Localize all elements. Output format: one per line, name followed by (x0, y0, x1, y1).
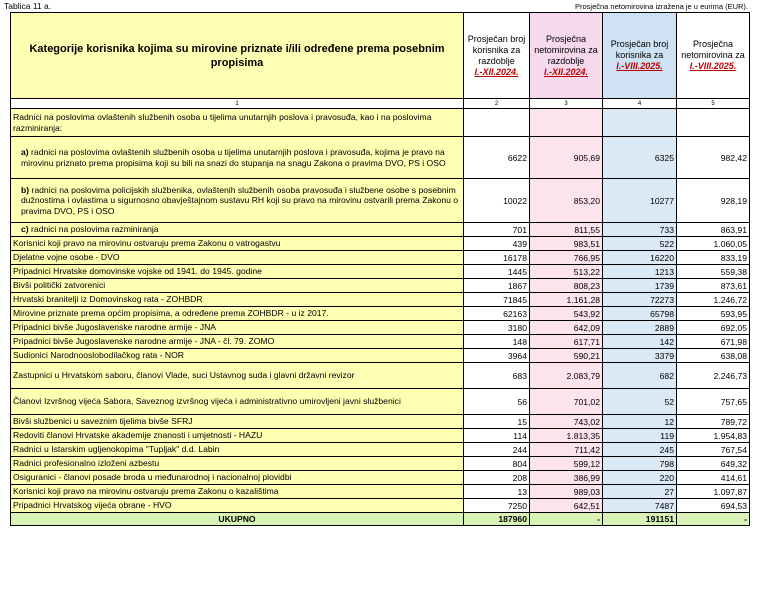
row-value-col3: 853,20 (530, 179, 603, 223)
row-value-col5: 789,72 (677, 415, 750, 429)
row-value-col2: 7250 (464, 499, 530, 513)
row-label: Pripadnici Hrvatske domovinske vojske od 1941. do 1945. godine (13, 266, 262, 277)
row-label-cell (11, 179, 464, 223)
col3-period: I.-XII.2024. (543, 66, 589, 77)
row-value-col4: 52 (603, 389, 677, 415)
row-value-col2: 3180 (464, 321, 530, 335)
row-value-col5: 559,38 (677, 265, 750, 279)
row-label-cell (11, 485, 464, 499)
header-col5 (677, 13, 750, 99)
row-value-col3: 617,71 (530, 335, 603, 349)
row-value-col2: 1445 (464, 265, 530, 279)
row-value-col5: 1.954,83 (677, 429, 750, 443)
row-label: Sudionici Narodnooslobodilačkog rata - NOR (13, 350, 185, 361)
total-value-col3: - (530, 513, 603, 526)
intro-label: Radnici na poslovima ovlaštenih službenih osoba u tijelima unutarnjih poslova i pravosuđa, kao i na poslovima razminiranja: (11, 109, 464, 137)
row-value-col5: 873,61 (677, 279, 750, 293)
row-value-col5: 767,54 (677, 443, 750, 457)
table-row (11, 429, 750, 443)
row-value-col3: 766,95 (530, 251, 603, 265)
row-value-col3: 989,03 (530, 485, 603, 499)
total-value-col4: 191151 (603, 513, 677, 526)
table-row (11, 389, 750, 415)
row-value-col3: 599,12 (530, 457, 603, 471)
row-value-col4: 7487 (603, 499, 677, 513)
row-value-col3: 1.813,35 (530, 429, 603, 443)
row-label: Redoviti članovi Hrvatske akademije znanosti i umjetnosti - HAZU (13, 430, 263, 441)
row-label-cell (11, 389, 464, 415)
row-value-col5: 982,42 (677, 137, 750, 179)
row-label: Djelatne vojne osobe - DVO (13, 252, 120, 263)
table-label: Tablica 11 a. (4, 1, 52, 11)
row-value-col4: 65798 (603, 307, 677, 321)
row-value-col5: 638,08 (677, 349, 750, 363)
total-label: UKUPNO (11, 513, 464, 526)
row-value-col3: 983,51 (530, 237, 603, 251)
row-prefix: c) (21, 224, 29, 235)
row-value-col4: 27 (603, 485, 677, 499)
total-value-col5: - (677, 513, 750, 526)
row-value-col5: 671,98 (677, 335, 750, 349)
header-col3 (530, 13, 603, 99)
table-row (11, 279, 750, 293)
row-label: Pripadnici bivše Jugoslavenske narodne armije - JNA - čl. 79. ZOMO (13, 336, 275, 347)
col5-label: Prosječna netomirovina za (681, 39, 745, 60)
row-value-col3: 642,09 (530, 321, 603, 335)
row-value-col3: 743,02 (530, 415, 603, 429)
row-label: Pripadnici bivše Jugoslavenske narodne armije - JNA (13, 322, 217, 333)
index-row (11, 99, 750, 109)
col-index: 4 (603, 99, 677, 109)
row-label-cell (11, 237, 464, 251)
row-label-cell (11, 251, 464, 265)
row-label: Pripadnici Hrvatskog vijeća obrane - HVO (13, 500, 172, 511)
table-row (11, 237, 750, 251)
row-value-col2: 148 (464, 335, 530, 349)
row-value-col2: 114 (464, 429, 530, 443)
row-value-col2: 13 (464, 485, 530, 499)
row-value-col2: 16178 (464, 251, 530, 265)
col-index: 1 (11, 99, 464, 109)
row-value-col2: 439 (464, 237, 530, 251)
header-col4 (603, 13, 677, 99)
row-label: Korisnici koji pravo na mirovinu ostvaruju prema Zakonu o vatrogastvu (13, 238, 281, 249)
row-value-col3: 701,02 (530, 389, 603, 415)
row-label-cell (11, 471, 464, 485)
table-row (11, 471, 750, 485)
col4-period: I.-VIII.2025. (616, 61, 663, 71)
row-value-col2: 208 (464, 471, 530, 485)
row-label: Članovi Izvršnog vijeća Sabora, Saveznog izvršnog vijeća i administrativno umirovljeni javni službenici (13, 396, 401, 407)
total-row (11, 513, 750, 526)
header-col2 (464, 13, 530, 99)
row-value-col5: 1.097,87 (677, 485, 750, 499)
row-value-col4: 72273 (603, 293, 677, 307)
row-value-col4: 733 (603, 223, 677, 237)
table-row (11, 485, 750, 499)
row-value-col3: 711,42 (530, 443, 603, 457)
row-label-cell (11, 293, 464, 307)
table-row (11, 443, 750, 457)
row-value-col3: 808,23 (530, 279, 603, 293)
row-value-col5: 928,19 (677, 179, 750, 223)
table-row (11, 179, 750, 223)
row-value-col5: 414,61 (677, 471, 750, 485)
row-value-col2: 683 (464, 363, 530, 389)
total-value-col2: 187960 (464, 513, 530, 526)
row-value-col5: 833,19 (677, 251, 750, 265)
col2-label: Prosječan broj korisnika za razdoblje (467, 33, 526, 66)
table-row (11, 137, 750, 179)
row-value-col2: 15 (464, 415, 530, 429)
row-value-col2: 1867 (464, 279, 530, 293)
row-label-cell (11, 429, 464, 443)
row-value-col3: 543,92 (530, 307, 603, 321)
row-label: radnici na poslovima ovlaštenih službenih osoba u tijelima unutarnjih poslova i pravosuđa, kojima je pravo na mirovinu priznato prema propisima koji su bili na snazi do stupanja na snagu Zakona o pravima DVO, PS i OSO (21, 147, 446, 168)
table-row (11, 321, 750, 335)
row-label-cell (11, 279, 464, 293)
row-value-col2: 3964 (464, 349, 530, 363)
row-value-col5: 757,65 (677, 389, 750, 415)
table-row (11, 349, 750, 363)
row-value-col4: 522 (603, 237, 677, 251)
row-prefix: b) (21, 184, 30, 195)
row-label-cell (11, 349, 464, 363)
currency-note: Prosječna netomirovina izražena je u eurima (EUR). (575, 2, 748, 11)
table-row (11, 251, 750, 265)
intro-row (11, 109, 750, 137)
col5-period: I.-VIII.2025. (689, 61, 737, 71)
row-label-cell (11, 499, 464, 513)
row-prefix: a) (21, 147, 29, 157)
row-label: Radnici profesionalno izloženi azbestu (13, 458, 160, 469)
row-label: Korisnici koji pravo na mirovinu ostvaruju prema Zakonu o kazalištima (13, 486, 279, 497)
row-label: Bivši politički zatvorenici (13, 280, 106, 291)
row-value-col4: 16220 (603, 251, 677, 265)
row-label-cell (11, 457, 464, 471)
row-label: Osiguranici - članovi posade broda u međunarodnoj i nacionalnoj plovidbi (13, 472, 292, 483)
row-value-col2: 701 (464, 223, 530, 237)
row-value-col4: 2889 (603, 321, 677, 335)
pension-table (10, 12, 750, 526)
row-value-col2: 71845 (464, 293, 530, 307)
row-value-col2: 10022 (464, 179, 530, 223)
table-row (11, 457, 750, 471)
row-value-col3: 590,21 (530, 349, 603, 363)
row-value-col5: 649,32 (677, 457, 750, 471)
row-value-col5: 1.246,72 (677, 293, 750, 307)
row-value-col4: 142 (603, 335, 677, 349)
row-label-cell (11, 443, 464, 457)
row-value-col4: 6325 (603, 137, 677, 179)
row-label: Mirovine priznate prema općim propisima, a određene prema ZOHBDR - u iz 2017. (13, 308, 329, 319)
col3-label: Prosječna netomirovina za razdoblje (534, 33, 598, 66)
table-row (11, 363, 750, 389)
top-bar (0, 0, 760, 12)
col-index: 5 (677, 99, 750, 109)
row-value-col4: 798 (603, 457, 677, 471)
row-value-col4: 12 (603, 415, 677, 429)
row-value-col3: 2.083,79 (530, 363, 603, 389)
row-label-cell (11, 363, 464, 389)
row-value-col2: 804 (464, 457, 530, 471)
col2-period: I.-XII.2024. (474, 66, 519, 77)
row-label-cell (11, 321, 464, 335)
row-value-col4: 10277 (603, 179, 677, 223)
row-label: Bivši službenici u saveznim tijelima bivše SFRJ (13, 416, 193, 427)
header-row (11, 13, 750, 99)
table-row (11, 223, 750, 237)
col4-label: Prosječan broj korisnika za (610, 39, 669, 60)
row-value-col3: 905,69 (530, 137, 603, 179)
row-label: Radnici u Istarskim ugljenokopima "Tupljak" d.d. Labin (13, 444, 220, 455)
row-value-col3: 386,99 (530, 471, 603, 485)
row-label-cell (11, 265, 464, 279)
row-value-col4: 245 (603, 443, 677, 457)
row-label-cell (11, 223, 464, 237)
row-label-cell (11, 307, 464, 321)
row-value-col5: 694,53 (677, 499, 750, 513)
col-index: 2 (464, 99, 530, 109)
row-value-col2: 6622 (464, 137, 530, 179)
row-value-col4: 3379 (603, 349, 677, 363)
row-value-col5: 593,95 (677, 307, 750, 321)
row-value-col4: 220 (603, 471, 677, 485)
row-value-col2: 62163 (464, 307, 530, 321)
row-label: radnici na poslovima razminiranja (31, 224, 159, 235)
row-value-col3: 642,51 (530, 499, 603, 513)
col-index: 3 (530, 99, 603, 109)
row-value-col3: 513,22 (530, 265, 603, 279)
row-value-col3: 1.161,28 (530, 293, 603, 307)
row-label-cell (11, 335, 464, 349)
row-label: radnici na poslovima policijskih službenika, ovlaštenih službenih osoba pravosuđa i službene osobe s posebnim dužnostima i ovlastima u sigurnosno obavještajnom sustavu RH koji su pravo na mirovinu ostvarili prema Zakonu o pravima DVO, PS i OSO (21, 184, 459, 216)
row-value-col4: 119 (603, 429, 677, 443)
row-value-col3: 811,55 (530, 223, 603, 237)
row-value-col2: 244 (464, 443, 530, 457)
row-label-cell (11, 137, 464, 179)
row-value-col4: 682 (603, 363, 677, 389)
row-value-col2: 56 (464, 389, 530, 415)
row-value-col5: 863,91 (677, 223, 750, 237)
row-value-col5: 692,05 (677, 321, 750, 335)
row-label: Hrvatski branitelji iz Domovinskog rata - ZOHBDR (13, 294, 203, 305)
table-row (11, 307, 750, 321)
table-row (11, 499, 750, 513)
table-row (11, 265, 750, 279)
row-label-cell (11, 415, 464, 429)
table-row (11, 335, 750, 349)
row-value-col5: 2.246,73 (677, 363, 750, 389)
row-value-col5: 1.060,05 (677, 237, 750, 251)
row-value-col4: 1739 (603, 279, 677, 293)
row-label: Zastupnici u Hrvatskom saboru, članovi Vlade, suci Ustavnog suda i glavni državni revizor (13, 370, 355, 381)
column-title: Kategorije korisnika kojima su mirovine priznate i/ili određene prema posebnim propisima (11, 13, 464, 99)
table-row (11, 415, 750, 429)
row-value-col4: 1213 (603, 265, 677, 279)
table-row (11, 293, 750, 307)
